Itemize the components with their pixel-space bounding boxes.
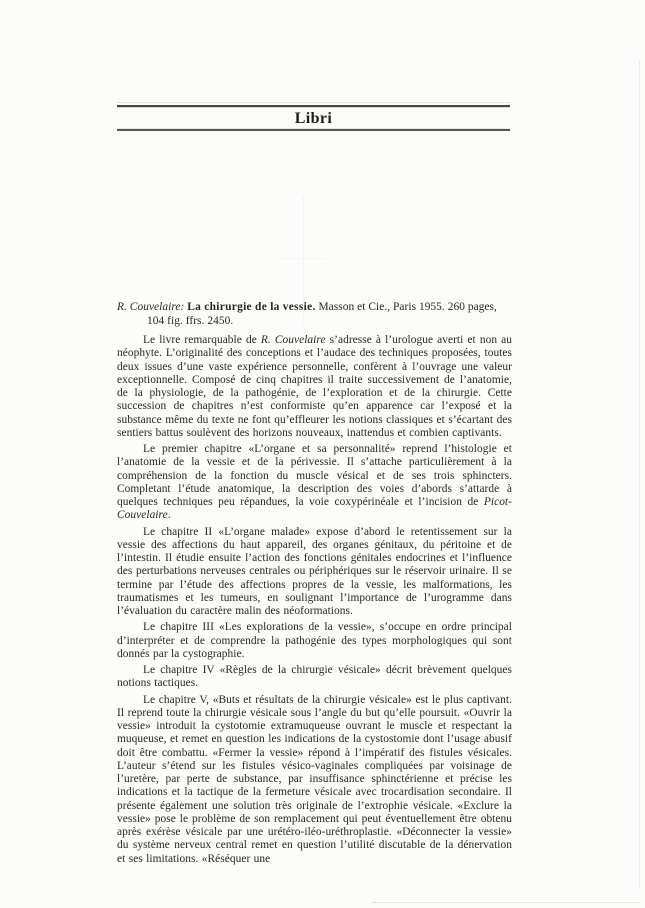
citation-details: 104 fig. ffrs. 2450. — [147, 314, 234, 327]
review-paragraph: Le chapitre III «Les explorations de la vessie», s’occupe en ordre principal d’interpréter et de comprendre la pathogénie des types morphologiques qui sont donnés par la cystographie. — [117, 621, 512, 660]
header-rule-top — [117, 105, 510, 107]
scan-artifact-specks-row — [280, 258, 325, 259]
review-paragraph: Le chapitre V, «Buts et résultats de la chirurgie vésicale» est le plus captivant. Il reprend toute la chirurgie vésicale sous l’angle du but qu’elle poursuit. «Ouvrir la vessie» introduit la cystotomie extramuqueuse ouvrant le muscle et respectant la muqueuse, et remet en question les indications de la cystostomie dont l’usage abusif doit être combattu. «Fermer la vessie» répond à l’impératif des fistules vésicales. L’auteur s’étend sur les fistules vésico-vaginales compliquées par voisinage de l’uretère, par perte de substance, par insuffisance sphinctérienne et précise les indications et la tactique de la fermeture vésicale avec trocardisation secondaire. Il présente également une solution très originale de l’extrophie vésicale. «Exclure la vessie» pose le problème de son remplacement qui peut éventuellement être obtenu après exérèse vésicale par une urétéro-iléo-uréthroplastie. «Déconnecter la vessie» du système nerveux central remet en question l’utilité discutable de la dénervation et ses limitations. «Réséquer une — [117, 693, 512, 865]
citation-author: R. Couvelaire: — [117, 301, 185, 313]
page-title: Libri — [294, 110, 333, 127]
review-paragraph: Le chapitre II «L’organe malade» expose d’abord le retentissement sur la vessie des affections du haut appareil, des organes génitaux, du péritoine et de l’intestin. Il étudie ensuite l’action des fonctions génitales endocrines et l’influence des perturbations nerveuses centrales ou périphériques sur le réservoir urinaire. Il se termine par l’étude des affections propres de la vessie, les malformations, les traumatismes et les tumeurs, en soulignant l’importance de l’urogramme dans l’évaluation du caractère malin des néoformations. — [117, 525, 512, 617]
review-paragraph: Le livre remarquable de R. Couvelaire s’adresse à l’urologue averti et non au néophyte. L’originalité des conceptions et l’audace des techniques proposées, toutes deux issues d’une vaste expérience personnelle, confèrent à l’ouvrage une valeur exceptionnelle. Composé de cinq chapitres il traite successivement de l’anatomie, de la physiologie, de la pathogénie, de l’exploration et de la chirurgie. Cette succession de chapitres n’est conformiste qu’en apparence car l’exposé et la substance même du texte ne font qu’effleurer les notions classiques et s’écartant des sentiers battus soulèvent des horizons nouveaux, inattendus et combien captivants. — [117, 334, 513, 439]
review-paragraph: Le chapitre IV «Règles de la chirurgie vésicale» décrit brèvement quelques notions tactiques. — [117, 664, 512, 690]
review-body — [117, 334, 512, 869]
header-dotted-artifact — [117, 102, 510, 103]
section-header — [117, 102, 510, 131]
citation-book-title: La chirurgie de la vessie. — [187, 301, 316, 313]
scan-artifact-right-edge — [639, 60, 640, 890]
book-citation — [117, 301, 542, 328]
review-paragraph: Le premier chapitre «L’organe et sa personnalité» reprend l’histologie et l’anatomie de la vessie et de la périvessie. Il s’attache particulièrement à la compréhension de la fonction du muscle vésical et de ses trois sphincters. Completant l’étude anatomique, la description des voies d’abords s’attarde à quelques techniques peu répandues, la voie coxypérinéale et l’incision de Picot-Couvelaire. — [117, 443, 512, 522]
citation-publisher: Masson et Cie., Paris 1955. 260 pages, — [318, 301, 497, 313]
scan-artifact-bottom-edge — [372, 902, 640, 903]
header-rule-bottom — [117, 129, 510, 131]
